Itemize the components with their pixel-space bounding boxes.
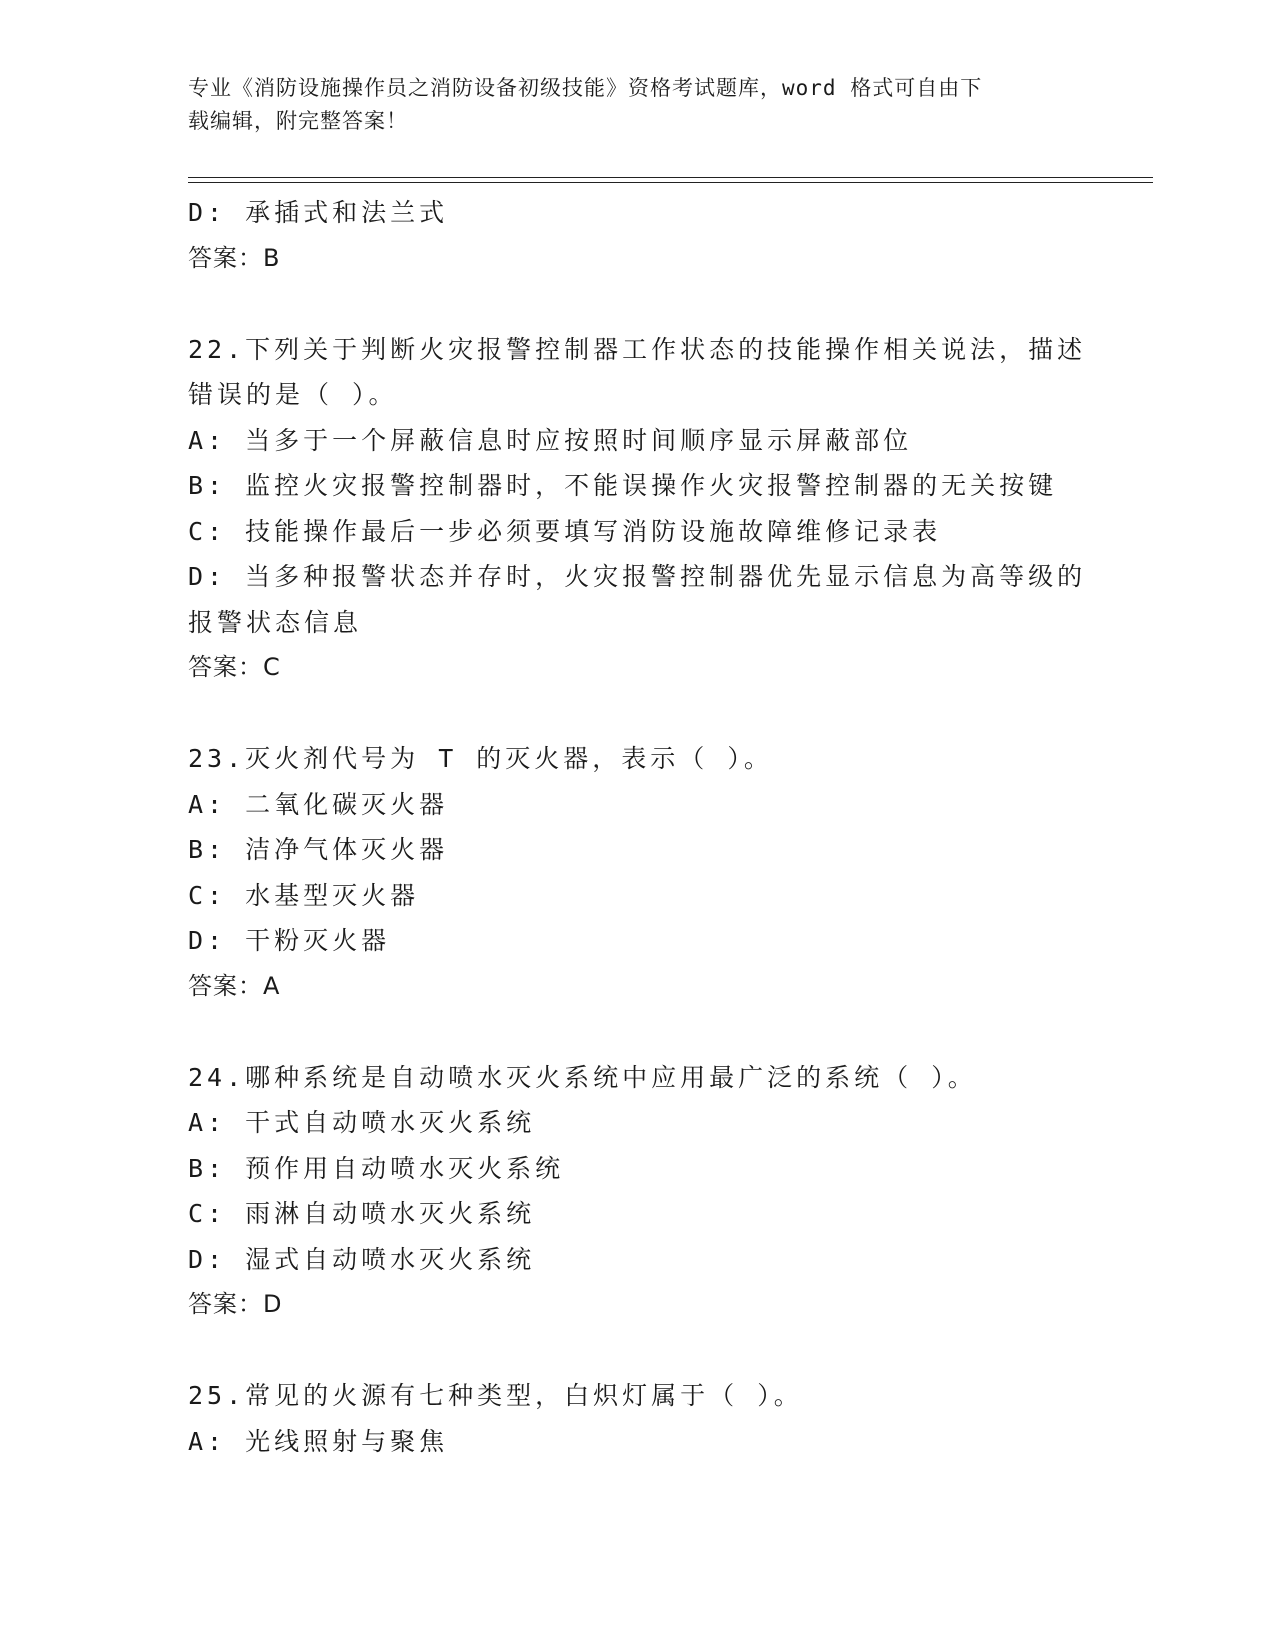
question-21-tail [188,190,1088,281]
answer: 答案：C [188,653,281,681]
option-a: A: 光线照射与聚焦 [188,1426,449,1456]
header-line-2: 载编辑，附完整答案！ [188,109,408,133]
question-22 [188,327,1088,691]
option-c: C: 技能操作最后一步必须要填写消防设施故障维修记录表 [188,516,942,546]
option-d-cont: 报警状态信息 [188,607,363,637]
answer: 答案：B [188,243,281,272]
question-stem: 23.灭火剂代号为 T 的灭火器，表示（ ）。 [188,744,773,773]
spacer [188,1328,1088,1374]
option-d: D: 湿式自动喷水灭火系统 [188,1244,536,1274]
question-23 [188,736,1088,1009]
option-c: C: 水基型灭火器 [188,880,420,910]
spacer [188,691,1088,737]
spacer [188,281,1088,327]
option-a: A: 二氧化碳灭火器 [188,789,449,819]
question-list [188,190,1088,1464]
question-25 [188,1373,1088,1464]
option-d: D: 干粉灭火器 [188,926,391,955]
question-stem-cont: 错误的是（ ）。 [188,380,398,409]
answer: 答案：D [188,1290,283,1318]
option-d: D: 当多种报警状态并存时，火灾报警控制器优先显示信息为高等级的 [188,562,1087,591]
document-header [188,72,1068,138]
question-stem: 24.哪种系统是自动喷水灭火系统中应用最广泛的系统（ ）。 [188,1062,977,1092]
option-b: B: 洁净气体灭火器 [188,835,449,864]
header-divider-bottom [188,182,1153,183]
question-stem: 25.常见的火源有七种类型，白炽灯属于（ ）。 [188,1381,803,1410]
option-b: B: 预作用自动喷水灭火系统 [188,1153,565,1183]
option-b: B: 监控火灾报警控制器时，不能误操作火灾报警控制器的无关按键 [188,471,1058,500]
option-a: A: 当多于一个屏蔽信息时应按照时间顺序显示屏蔽部位 [188,425,913,455]
question-stem: 22.下列关于判断火灾报警控制器工作状态的技能操作相关说法，描述 [188,334,1087,364]
option-d: D: 承插式和法兰式 [188,198,449,227]
option-c: C: 雨淋自动喷水灭火系统 [188,1199,536,1228]
option-a: A: 干式自动喷水灭火系统 [188,1108,536,1137]
answer: 答案：A [188,971,281,1000]
header-divider-top [188,177,1153,178]
question-24 [188,1055,1088,1328]
spacer [188,1009,1088,1055]
header-line-1: 专业《消防设施操作员之消防设备初级技能》资格考试题库，word 格式可自由下 [188,76,983,100]
